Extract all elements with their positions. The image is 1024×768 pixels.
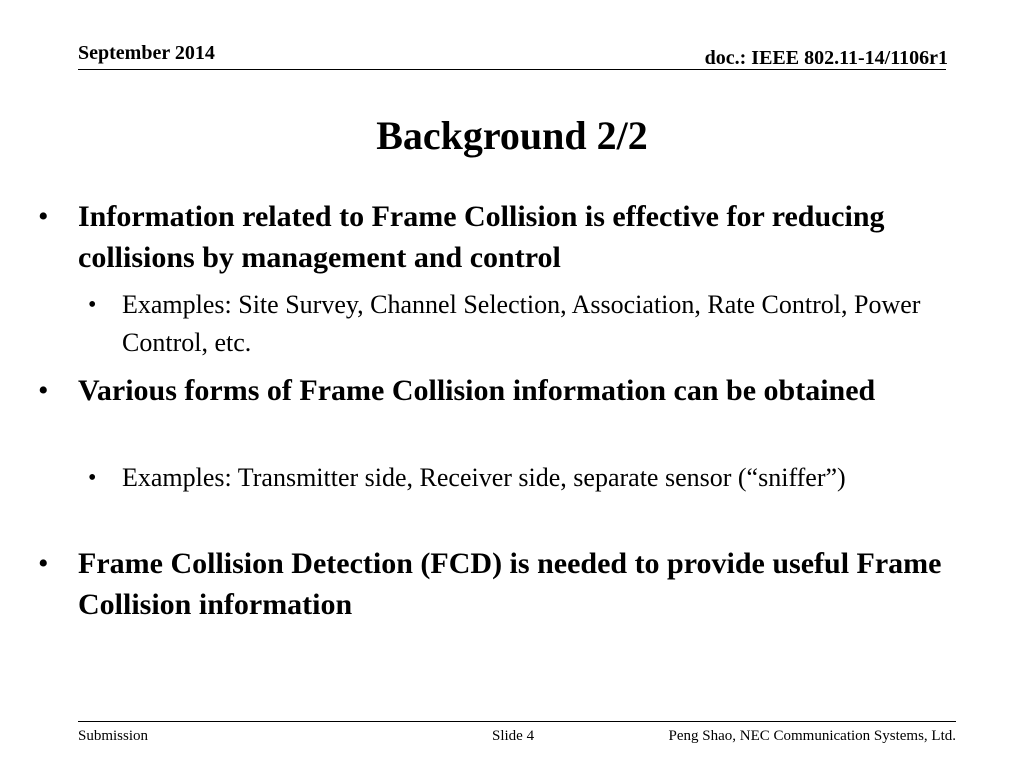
- bullet-3: [38, 543, 978, 625]
- header-divider: [78, 69, 946, 70]
- footer-slide-number: Slide 4: [492, 728, 535, 744]
- bullet-1-sub-text: Examples: Site Survey, Channel Selection, Association, Rate Control, Power Control, etc.: [122, 290, 921, 357]
- sub-bullet-marker: •: [88, 465, 97, 491]
- header-doc-id: doc.: IEEE 802.11-14/1106r1: [704, 47, 948, 69]
- bullet-2-sub-text: Examples: Transmitter side, Receiver side, separate sensor (“sniffer”): [122, 463, 846, 492]
- bullet-1: [38, 196, 978, 278]
- bullet-1-sub: [88, 286, 922, 362]
- sub-bullet-marker: •: [88, 292, 97, 318]
- bullet-marker: •: [38, 200, 49, 233]
- bullet-2: [38, 370, 978, 411]
- bullet-marker: •: [38, 547, 49, 580]
- bullet-3-text: Frame Collision Detection (FCD) is needed to provide useful Frame Collision information: [78, 547, 942, 621]
- footer-author: Peng Shao, NEC Communication Systems, Ltd.: [668, 728, 956, 744]
- slide-title: Background 2/2: [376, 113, 648, 158]
- bullet-1-text: Information related to Frame Collision is effective for reducing collisions by management and control: [78, 200, 885, 274]
- bullet-marker: •: [38, 374, 49, 407]
- footer-submission: Submission: [78, 728, 149, 744]
- header-date: September 2014: [78, 42, 215, 64]
- footer-divider: [78, 721, 956, 722]
- bullet-2-text: Various forms of Frame Collision information can be obtained: [78, 374, 876, 407]
- bullet-2-sub: [88, 459, 922, 497]
